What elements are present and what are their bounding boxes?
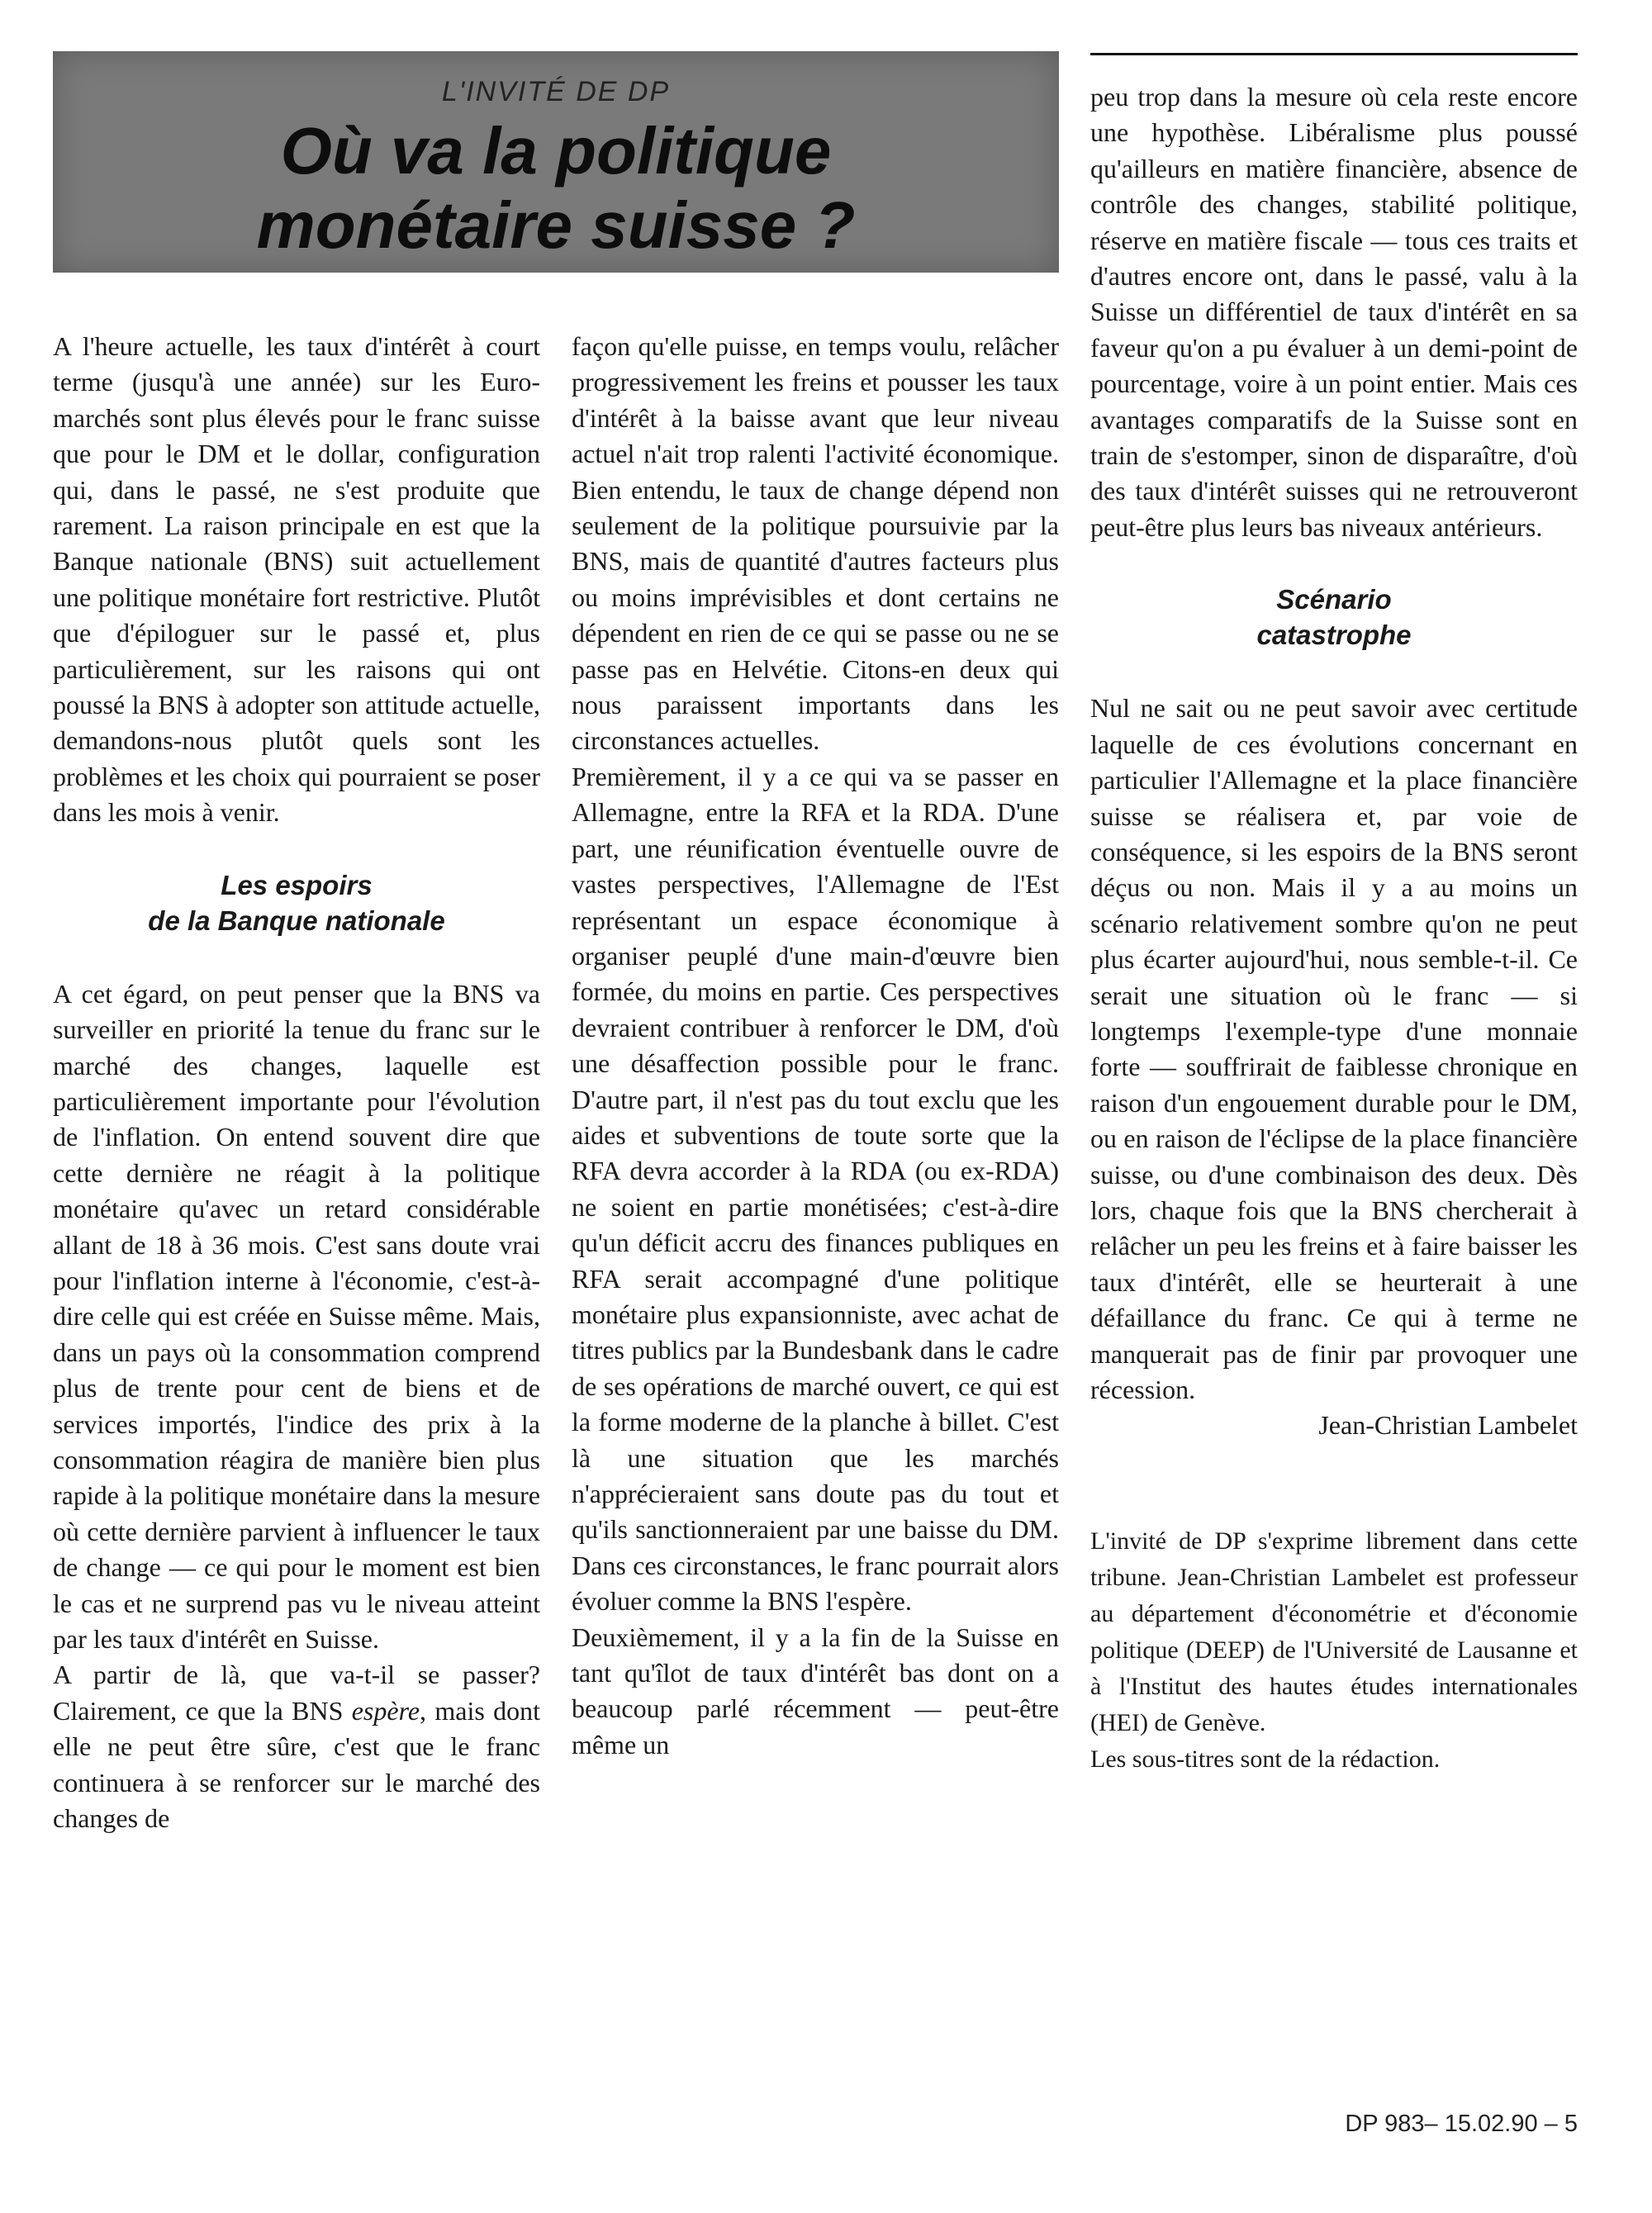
kicker: L'INVITÉ DE DP	[441, 76, 671, 107]
paragraph: Premièrement, il y a ce qui va se passer en Allemagne, entre la RFA et la RDA. D'une part, une réunification éventuelle ouvre de vastes perspectives, l'Allemagne de l'Est représentant un espace économique à organiser peuplé d'une main-d'œuvre bien formée, du moins en partie. Ces perspectives devraient contribuer à renforcer le DM, d'où une désaffection possible pour le franc. D'autre part, il n'est pas du tout exclu que les aides et subventions de toute sorte que la RFA devra accorder à la RDA (ou ex-RDA) ne soient en partie monétisées; c'est-à-dire qu'un déficit accru des finances publiques en RFA serait accompagné d'une politique monétaire plus expansionniste, avec achat de titres publics par la Bundesbank dans le cadre de ses opérations de marché ouvert, ce qui est la forme moderne de la planche à billet. C'est là une situation que les marchés n'apprécieraient sans doute pas du tout et qu'ils sanctionneraient par une baisse du DM. Dans ces circonstances, le franc pourrait alors évoluer comme la BNS l'espère.	[572, 761, 1059, 1617]
paragraph: Nul ne sait ou ne peut savoir avec certitude laquelle de ces évolutions concernant en particulier l'Allemagne et la place financière suisse se réalisera et, par voie de conséquence, si les espoirs de la BNS seront déçus ou non. Mais il y a au moins un scénario relativement sombre qu'on ne peut plus écarter aujourd'hui, nous semble-t-il. Ce serait une situation où le franc — si longtemps l'exemple-type d'une monnaie forte — souffrirait de faiblesse chronique en raison d'un engouement durable pour le DM, ou en raison de l'éclipse de la place financière suisse, ou d'une combinaison des deux. Dès lors, chaque fois que la BNS chercherait à relâcher un peu les freins et à faire baisser les taux d'intérêt, elle se heurterait à une défaillance du franc. Ce qui à terme ne manquerait pas de finir par provoquer une récession.	[1090, 693, 1578, 1404]
subtitle-line-2: de la Banque nationale	[148, 905, 445, 936]
note-text: Les sous-titres sont de la rédaction.	[1090, 1745, 1441, 1773]
subtitle-line-1: Les espoirs	[221, 869, 373, 900]
page-folio: DP 983– 15.02.90 – 5	[1345, 2111, 1578, 2137]
title-line-2: monétaire suisse ?	[256, 188, 856, 262]
text-run: A partir de là, que va-t-il se passer? Clairement, ce que la BNS	[53, 1660, 540, 1726]
subtitle	[1090, 582, 1578, 653]
paragraph: Deuxièmement, il y a la fin de la Suisse en tant qu'îlot de taux d'intérêt bas dont on a beaucoup parlé récemment — peut-être même un	[572, 1622, 1059, 1759]
subtitle-line-1: Scénario	[1276, 584, 1392, 615]
title-line-1: Où va la politique	[280, 114, 832, 188]
author-signature: Jean-Christian Lambelet	[1318, 1410, 1578, 1441]
paragraph	[53, 1657, 540, 1836]
paragraph: A cet égard, on peut penser que la BNS va surveiller en priorité la tenue du franc sur le marché des changes, laquelle est particulièrement importante pour l'évolution de l'inflation. On entend souvent dire que cette dernière ne réagit à la politique monétaire qu'avec un retard considérable allant de 18 à 36 mois. C'est sans doute vrai pour l'inflation interne à l'économie, c'est-à-dire celle qui est créée en Suisse même. Mais, dans un pays où la consommation comprend plus de trente pour cent de biens et de services importés, l'indice des prix à la consommation réagira de manière bien plus rapide à la politique monétaire dans la mesure où cette dernière parvient à influencer le taux de change — ce qui pour le moment est bien le cas et ne surprend pas vu le niveau atteint par les taux d'intérêt en Suisse.	[53, 978, 540, 1654]
page-title	[53, 114, 1059, 263]
paragraph: peu trop dans la mesure où cela reste encore une hypothèse. Libéralisme plus poussé qu'ailleurs en matière financière, absence de contrôle des changes, stabilité politique, réserve en matière fiscale — tous ces traits et d'autres encore ont, dans le passé, valu à la Suisse un différentiel de taux d'intérêt en sa faveur qu'on a pu évaluer à un demi-point de pourcentage, voire à un point entier. Mais ces avantages comparatifs de la Suisse sont en train de s'estomper, sinon de disparaître, d'où des taux d'intérêt suisses qui ne retrouveront peut-être plus leurs bas niveaux antérieurs.	[1090, 82, 1578, 542]
subtitle-line-2: catastrophe	[1256, 620, 1412, 651]
emphasis: espère	[351, 1695, 420, 1726]
text-run: , mais dont elle ne peut être sûre, c'est que le franc continuera à se renforcer sur le marché des changes de	[53, 1695, 541, 1834]
header-banner	[53, 51, 1059, 273]
column-1	[53, 329, 540, 1836]
column-3	[1090, 79, 1578, 1778]
note-text: L'invité de DP s'exprime librement dans cette tribune. Jean-Christian Lambelet est professeur au département d'économétrie et d'économie politique (DEEP) de l'Université de Lausanne et à l'Institut des hautes études internationales (HEI) de Genève.	[1090, 1527, 1578, 1736]
author-note	[1090, 1523, 1578, 1778]
column-top-rule	[1090, 53, 1578, 55]
column-2	[572, 329, 1059, 1763]
paragraph: façon qu'elle puisse, en temps voulu, relâcher progressivement les freins et pousser les taux d'intérêt à la baisse avant que leur niveau actuel n'ait trop ralenti l'activité économique. Bien entendu, le taux de change dépend non seulement de la politique poursuivie par la BNS, mais de quantité d'autres facteurs plus ou moins imprévisibles et dont certains ne dépendent en rien de ce qui se passe ou ne se passe pas en Helvétie. Citons-en deux qui nous paraissent importants dans les circonstances actuelles.	[572, 331, 1059, 756]
paragraph: A l'heure actuelle, les taux d'intérêt à court terme (jusqu'à une année) sur les Euro-marchés sont plus élevés pour le franc suisse que pour le DM et le dollar, configuration qui, dans le passé, ne s'est produite que rarement. La raison principale en est que la Banque nationale (BNS) suit actuellement une politique monétaire fort restrictive. Plutôt que d'épiloguer sur le passé et, plus particulièrement, sur les raisons qui ont poussé la BNS à adopter son attitude actuelle, demandons-nous plutôt quels sont les problèmes et les choix qui pourraient se poser dans les mois à venir.	[53, 331, 540, 828]
subtitle	[53, 867, 540, 938]
